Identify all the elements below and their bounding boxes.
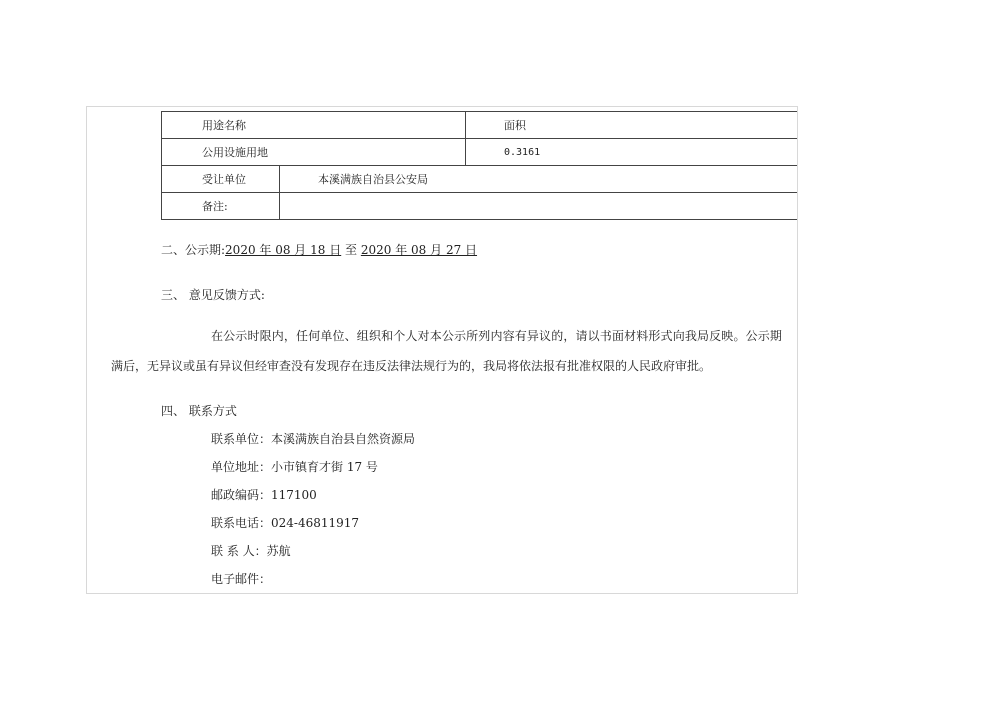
publicity-to: 至 (345, 243, 358, 257)
table-row (162, 193, 797, 220)
table-row (162, 112, 797, 139)
contact-email: 电子邮件： (211, 572, 272, 586)
feedback-paragraph (111, 321, 797, 381)
publicity-start-date: 2020 年 08 月 18 日 (225, 243, 342, 257)
remarks-value (280, 193, 797, 220)
land-info-table (161, 111, 797, 220)
area-header: 面积 (466, 112, 797, 139)
contact-heading: 四、 联系方式 (161, 404, 237, 418)
feedback-line-2: 满后，无异议或虽有异议但经审查没有发现存在违反法律法规行为的，我局将依法报有批准权限的人民政府审批。 (111, 359, 712, 373)
usage-name-value: 公用设施用地 (162, 139, 466, 166)
transferee-label: 受让单位 (162, 166, 280, 193)
table-row (162, 166, 797, 193)
publicity-end-date: 2020 年 08 月 27 日 (360, 243, 478, 257)
contact-address: 单位地址：小市镇育才街 17 号 (211, 460, 378, 474)
contact-person: 联 系 人：苏航 (211, 544, 291, 558)
feedback-line-1: 在公示时限内，任何单位、组织和个人对本公示所列内容有异议的，请以书面材料形式向我局反映。公示期 (211, 329, 783, 343)
contact-unit: 联系单位：本溪满族自治县自然资源局 (211, 432, 416, 446)
publicity-period (161, 241, 477, 258)
contact-phone: 联系电话：024-46811917 (211, 516, 360, 530)
area-value: 0.3161 (466, 139, 797, 166)
transferee-value: 本溪满族自治县公安局 (280, 166, 797, 193)
publicity-label: 二、公示期: (161, 243, 226, 257)
usage-name-header: 用途名称 (162, 112, 466, 139)
contact-postcode: 邮政编码：117100 (211, 488, 317, 502)
table-row (162, 139, 797, 166)
remarks-label: 备注: (162, 193, 280, 220)
feedback-heading: 三、 意见反馈方式: (161, 288, 265, 302)
